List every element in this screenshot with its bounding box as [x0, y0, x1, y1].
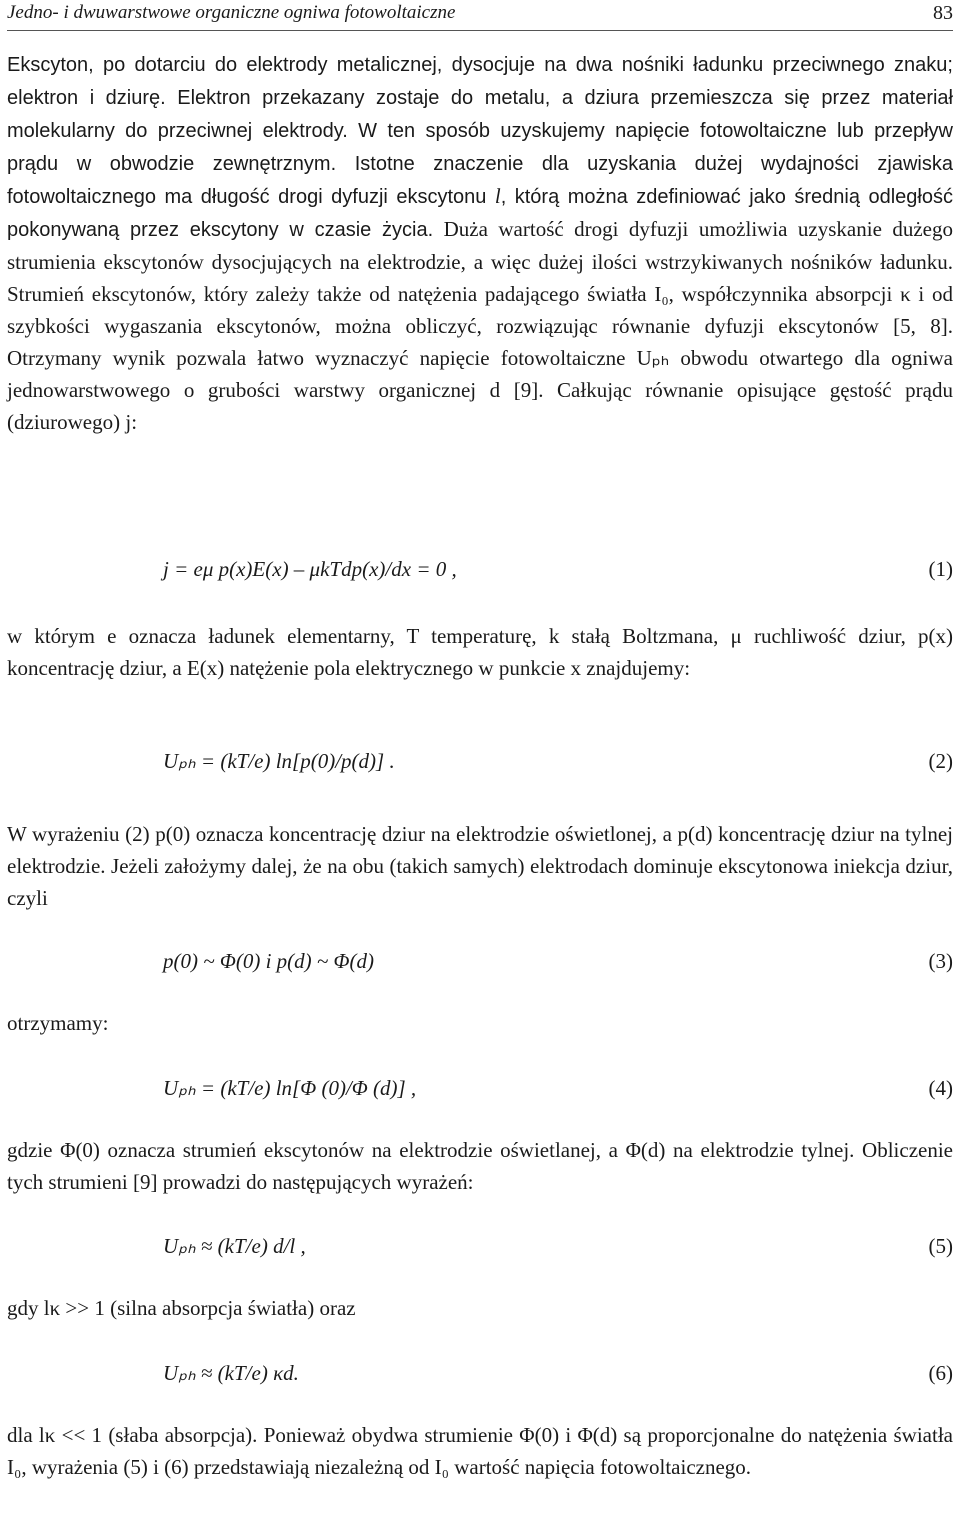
paragraph-1-part-a: Ekscyton, po dotarciu do elektrody metalicznej, dysocjuje na dwa nośniki ładunku przeciwnego znaku; elektron i dziurę. Elektron przekazany zostaje do metalu, a dziura przemieszcza się przez materiał molekularny do przeciwnej elektrody. W ten sposób uzyskujemy napięcie fotowoltaiczne lub przepływ prądu w obwodzie zewnętrznym. Istotne znaczenie dla uzyskania dużej wydajności zjawiska fotowoltaicznego ma długość drogi dyfuzji ekscytonu [7, 54, 953, 208]
equation-4-body: Uₚₕ = (kT/e) ln[Φ (0)/Φ (d)] , [163, 1076, 417, 1100]
equation-1-number: (1) [928, 557, 953, 581]
equation-2 [7, 744, 953, 778]
paragraph-1-part-c: , którą można zdefiniować jako średnią odległość pokonywaną przez ekscytony w czasie życia. [7, 186, 953, 241]
label-otrzymamy: otrzymamy: [7, 1011, 109, 1035]
equation-5 [7, 1229, 953, 1263]
running-header-title: Jedno- i dwuwarstwowe organiczne ogniwa fotowoltaiczne [7, 2, 456, 23]
equation-6-number: (6) [928, 1361, 953, 1385]
paragraph-exciton-flux: gdzie Φ(0) oznacza strumień ekscytonów na elektrodzie oświetlanej, a Φ(d) na elektrodzie tylnej. Obliczenie tych strumieni [9] prowadzi do następujących wyrażeń: [7, 1138, 953, 1194]
paragraph-1-part-d: Duża wartość drogi dyfuzji umożliwia uzyskanie dużego strumienia ekscytonów dysocjujących na elektrodzie, a więc dużej ilości wstrzykiwanych nośników ładunku. Strumień ekscytonów, który zależy także od natężenia padającego światła I₀, współczynnika absorpcji κ i od szybkości wygaszania ekscytonów, można obliczyć, rozwiązując równanie dyfuzji ekscytonów [5, 8]. Otrzymany wynik pozwala łatwo wyznaczyć napięcie fotowoltaiczne Uₚₕ obwodu otwartego dla ogniwa jednowarstwowego o grubości warstwy organicznej d [9]. Całkując równanie opisujące gęstość prądu (dziurowego) j: [7, 217, 953, 434]
equation-2-number: (2) [928, 749, 953, 773]
equation-3-body: p(0) ~ Φ(0) i p(d) ~ Φ(d) [163, 949, 374, 973]
equation-5-number: (5) [928, 1234, 953, 1258]
equation-6-body: Uₚₕ ≈ (kT/e) κd. [163, 1361, 299, 1385]
equation-4 [7, 1071, 953, 1105]
equation-3-number: (3) [928, 949, 953, 973]
diffusion-length-symbol: l [494, 184, 501, 208]
running-header [7, 0, 953, 31]
equation-2-body: Uₚₕ = (kT/e) ln[p(0)/p(d)] . [163, 749, 395, 773]
equation-1 [7, 552, 953, 586]
equation-1-body: j = eμ p(x)E(x) – μkTdp(x)/dx = 0 , [163, 557, 457, 581]
paragraph-symbol-definitions: w którym e oznacza ładunek elementarny, T temperaturę, k stałą Boltzmana, μ ruchliwość dziur, p(x) koncentrację dziur, a E(x) natężenie pola elektrycznego w punkcie x znajdujemy: [7, 624, 953, 680]
page-number: 83 [933, 2, 953, 24]
equation-4-number: (4) [928, 1076, 953, 1100]
equation-6 [7, 1356, 953, 1390]
equation-5-body: Uₚₕ ≈ (kT/e) d/l , [163, 1234, 306, 1258]
paragraph-exciton-dissociation [7, 48, 953, 438]
paragraph-conclusion: dla lκ << 1 (słaba absorpcja). Ponieważ obydwa strumienie Φ(0) i Φ(d) są proporcjonalne do natężenia światła I₀, wyrażenia (5) i (6) przedstawiają niezależną od I₀ wartość napięcia fotowoltaicznego. [7, 1423, 953, 1479]
paragraph-strong-absorption: gdy lκ >> 1 (silna absorpcja światła) oraz [7, 1296, 356, 1320]
paragraph-electrode-concentration: W wyrażeniu (2) p(0) oznacza koncentrację dziur na elektrodzie oświetlonej, a p(d) koncentrację dziur na tylnej elektrodzie. Jeżeli założymy dalej, że na obu (takich samych) elektrodach dominuje ekscytonowa iniekcja dziur, czyli [7, 822, 953, 910]
equation-3 [7, 944, 953, 978]
